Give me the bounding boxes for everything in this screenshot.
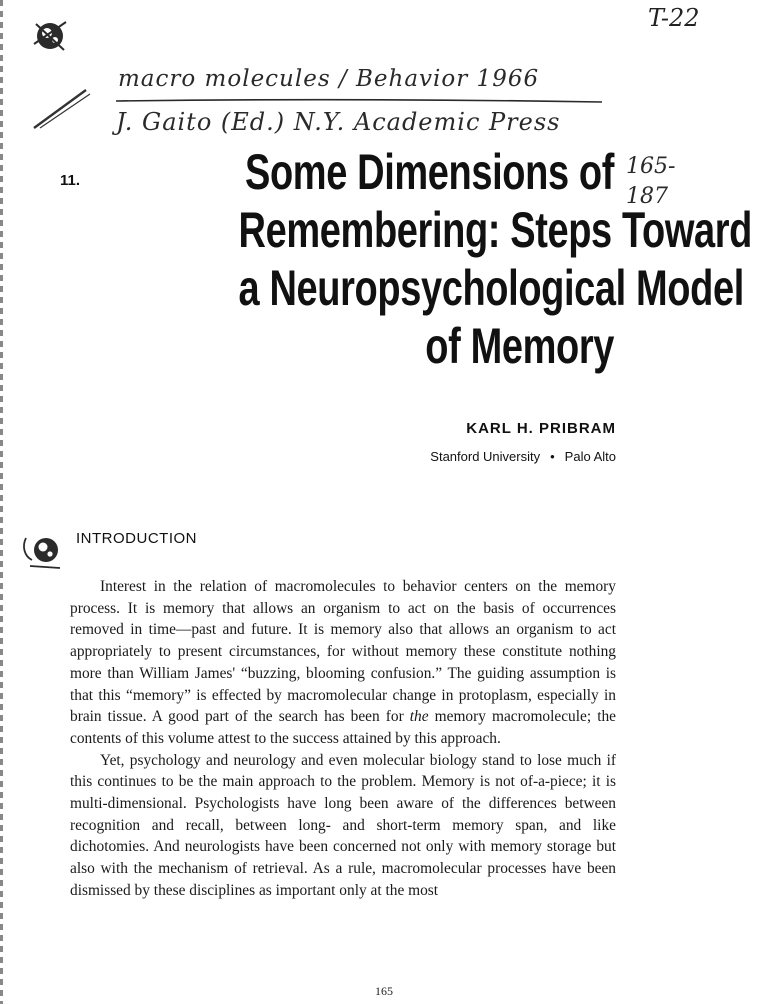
ink-stamp-icon: [20, 530, 68, 574]
page-number: 165: [375, 984, 393, 998]
author-location: Palo Alto: [564, 449, 616, 464]
paragraph-text: Interest in the relation of macromolecules to behavior centers on the memory process. It is memory that allows an organism to act on the basis of occurrences removed in time—past and future. It is memory also that allows an organism to act appropriately to present circumstances, for without memory these constitute nothing more than William James' “buzzing, blooming confusion.” The guiding assumption is that this “memory” is effected by macromolecular change in protoplasm, especially in brain tissue. A good part of the search has been for: [70, 578, 616, 726]
author-name: KARL H. PRIBRAM: [466, 420, 616, 437]
section-heading: INTRODUCTION: [76, 530, 197, 547]
corner-code-annotation: T-22: [648, 4, 700, 32]
chapter-title-line: Some Dimensions of: [244, 144, 614, 200]
handwritten-underline: [114, 98, 604, 104]
author-institution: Stanford University: [430, 449, 541, 464]
pen-slash-mark: [30, 84, 90, 134]
handwritten-page-start: 165-: [626, 154, 676, 179]
scan-edge-artifact: [0, 0, 3, 1004]
chapter-title-line: of Memory: [425, 318, 614, 374]
body-text: [70, 576, 616, 902]
emphasis-text: the: [409, 708, 429, 726]
ink-stamp-icon: [30, 14, 72, 56]
author-affiliation: [300, 449, 616, 464]
paragraph-text: memory macromolecule; the contents of this volume attest to the success attained by this approach.: [70, 708, 616, 747]
chapter-title-line: a Neuropsychological Model: [238, 260, 744, 316]
paragraph: Yet, psychology and neurology and even molecular biology stand to lose much if this continues to be the main approach to the problem. Memory is not of-a-piece; it is multi-dimensional. Psychologists have long been aware of the differences between recognition and recall, between long- and short-term memory span, and like dichotomies. And neurologists have been concerned not only with memory storage but also with the mechanism of retrieval. As a rule, macromolecular processes have been dismissed by these disciplines as important only at the most: [70, 751, 616, 899]
handwritten-citation-line1: macro molecules / Behavior 1966: [118, 66, 540, 92]
paragraph: [70, 576, 616, 750]
handwritten-citation-line2: J. Gaito (Ed.) N.Y. Academic Press: [116, 108, 561, 136]
chapter-title-line: Remembering: Steps Toward: [238, 202, 753, 258]
chapter-number: 11.: [60, 172, 81, 189]
handwritten-page-end: 187: [626, 184, 668, 209]
affiliation-separator: •: [550, 449, 555, 464]
